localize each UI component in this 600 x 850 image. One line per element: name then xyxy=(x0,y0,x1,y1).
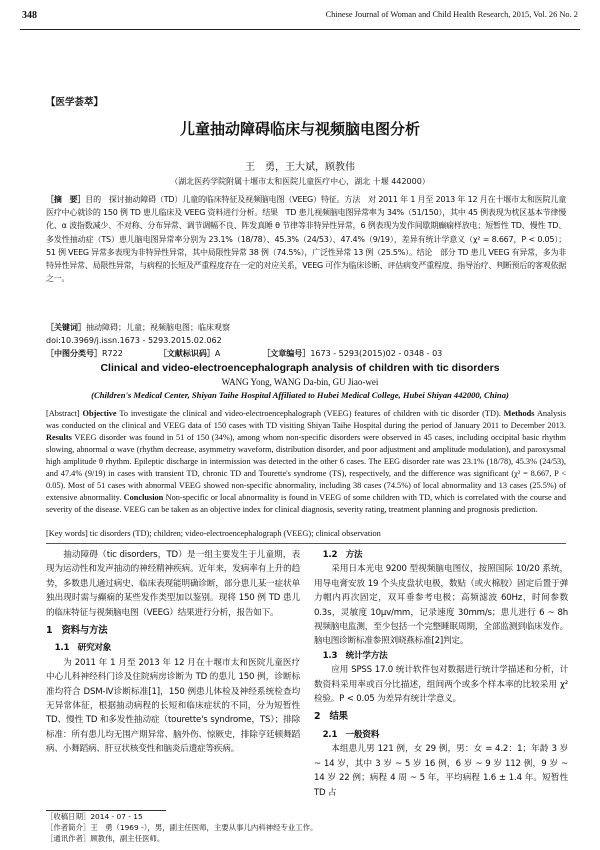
doc-code-value: A xyxy=(214,349,221,358)
body-right-column xyxy=(314,548,568,800)
article-no-value: 1673 - 5293(2015)02 - 0348 - 03 xyxy=(310,349,443,358)
chinese-keywords-text: 抽动障碍；儿童；视频脑电图；临床观察 xyxy=(86,323,230,332)
chinese-abstract xyxy=(46,193,566,285)
section-1-2-text: 采用日本光电 9200 型视频脑电图仪，按照国际 10/20 系统，用导电膏安放 19 个头皮盘状电极，数贴（或火棉胶）固定后置于弹力帽内再次固定，双耳垂参考电极；高频滤波 60Hz，时间参数 0.3s，灵敏度 10μv/mm，记录速度 30mm/s；患儿进行 6 ~ 8h 视频脑电监测，至少包括一个完整睡眠周期，全部监测到临床发作。脑电图诊断标准参照刘晓燕标准[2]判定。 xyxy=(314,564,568,647)
objective-text: To investigate the clinical and video-electroencephalograph (VEEG) features of children with tic disorder (TD). xyxy=(119,409,501,418)
section-1-2-heading: 1.2 方法 xyxy=(322,550,363,560)
methods-label: Methods xyxy=(503,409,535,418)
classification-row xyxy=(46,347,566,360)
english-keywords xyxy=(46,528,566,540)
english-authors: WANG Yong, WANG Da-bin, GU Jiao-wei xyxy=(221,377,379,387)
english-affiliation: (Children's Medical Center, Shiyan Taihe Hospital Affiliated to Hubei Medical College, Hubei Shiyan 442000, China) xyxy=(91,390,509,400)
english-keywords-text: tic disorders (TD); children; video-electroencephalograph (VEEG); clinical observation xyxy=(89,529,381,538)
english-abstract-label: [Abstract] xyxy=(46,409,80,418)
english-keywords-label: [Key words] xyxy=(46,529,88,538)
chinese-keywords xyxy=(46,321,566,334)
objective-label: Objective xyxy=(82,409,117,418)
clc-label: ［中图分类号］ xyxy=(46,349,102,358)
section-1-3-heading: 1.3 统计学方法 xyxy=(322,650,388,661)
section-1-heading: 1 资料与方法 xyxy=(46,625,108,637)
footnotes xyxy=(46,811,346,844)
footnote-corresponding: ［通讯作者］顾教伟，副主任医师。 xyxy=(46,834,165,843)
section-1-3-text: 应用 SPSS 17.0 统计软件包对数据进行统计学描述和分析，计数资料采用率或百分比描述，组间两个或多个样本率的比较采用 χ² 检验。P < 0.05 为差异有统计学意义。 xyxy=(314,665,568,705)
doi: doi:10.3969/j.issn.1673 - 5293.2015.02.062 xyxy=(46,336,222,345)
footnote-received: ［收稿日期］2014 - 07 - 15 xyxy=(46,812,143,821)
page-number: 348 xyxy=(22,10,37,21)
body-divider xyxy=(46,543,566,544)
chinese-title: 儿童抽动障碍临床与视频脑电图分析 xyxy=(179,120,420,138)
doc-code-label: ［文献标识码］ xyxy=(158,349,215,358)
footnote-author: ［作者简介］王 勇（1969 -），男，副主任医师，主要从事儿内科神经专业工作。 xyxy=(46,823,318,832)
chinese-keywords-label: ［关键词］ xyxy=(46,323,86,332)
body-left-column xyxy=(46,548,300,757)
results-label: Results xyxy=(46,433,72,442)
conclusion-text: Non-specific or local abnormality is found in VEEG of some children with TD, which is correlated with the course and severity of the disease. VEEG can be taken as an objective index for clinical diagnosis, severity rating, treatment planning and prognosis prediction. xyxy=(46,493,567,514)
section-2-heading: 2 结果 xyxy=(314,711,348,723)
chinese-affiliation: （湖北医药学院附属十堰市太和医院儿童医疗中心，湖北 十堰 442000） xyxy=(170,177,430,186)
section-2-1-heading: 2.1 一般资料 xyxy=(322,729,380,740)
chinese-abstract-text: 目的 探讨抽动障碍（TD）儿童的临床特征及视频脑电图（VEEG）特征。方法 对 2011 年 1 月至 2013 年 12 月在十堰市太和医院儿童医疗中心就诊的 150 例 TD 患儿临床及 VEEG 资料进行分析。结果 TD 患儿视频脑电图异常率为 34%（51/150），其中 45 例表现为枕区基本节律慢化、α 波指数减少、不对称、分布异常、调节调幅不良、阵发真睡 θ 节律等非特异性异常，6 例表现为发作间歇期癫痫样放电；短暂性 TD、慢性 TD、多发性抽动症（TS）患儿脑电图异常率分别为 23.1%（18/78）、45.3%（24/53）、47.4%（9/19），差异有统计学意义（χ² = 8.667，P < 0.05）；51 例 VEEG 异常多表现为非特异性异常，其中局限性异常 38 例（74.5%），广泛性异常 13 例（25.5%）。结论 部分 TD 患儿 VEEG 有异常，多为非特异性异常、局限性异常，与病程的长短及严重程度存在一定的对应关系，VEEG 可作为临床诊断、评估病变严重程度、指导治疗、判断预后的客观依据之一。 xyxy=(46,195,567,284)
section-1-1-text: 为 2011 年 1 月至 2013 年 12 月在十堰市太和医院儿童医疗中心儿科神经科门诊及住院病房诊断为 TD 的患儿 150 例，诊断标准均符合 DSM-Ⅳ诊断标准[1]，150 例患儿体检及神经系统检查均无异常体征，根据抽动病程的长短和临床症状的不同，分为短暂性 TD、慢性 TD 和多发性抽动症（tourette's syndrome，TS）；排除标准：所有患儿均无围产期异常、脑外伤、惊厥史，排除亨廷顿舞蹈病、小舞蹈病、肝豆状核变性和脑炎后遗症等疾病。 xyxy=(46,657,300,755)
chinese-abstract-label: ［摘 要］ xyxy=(46,195,86,204)
methods-text: Analysis was conducted on the clinical and VEEG data of 150 cases with TD visiting Shiyan Taihe Hospital during the period of January 2011 to December 2013. xyxy=(46,409,566,430)
english-title: Clinical and video-electroencephalograph analysis of children with tic disorders xyxy=(100,362,500,374)
chinese-authors: 王 勇，王大斌，顾教伟 xyxy=(245,162,355,173)
section-2-1-text: 本组患儿男 121 例，女 29 例，男：女 = 4.2：1；年龄 3 岁 ~ 14 岁，其中 3 岁 ~ 5 岁 16 例，6 岁 ~ 9 岁 112 例，9 岁 ~ 14 岁 22 例；病程 4 周 ~ 5 年，平均病程 1.6 ± 1.4 年。短暂性 TD 占 xyxy=(314,744,568,798)
chinese-meta xyxy=(46,321,566,360)
journal-header: Chinese Journal of Woman and Child Health Research, 2015, Vol. 26 No. 2 xyxy=(325,10,578,19)
english-abstract xyxy=(46,408,566,516)
results-text: VEEG disorder was found in 51 of 150 (34%), among whom non-specific disorders were observed in 45 cases, including occipital basic rhythm slowing, abnormal α wave (rhythm decrease, asymmetry waveform, distribution disorder, and poor adjustment and amplitude modulation), and paroxysmal high amplitude θ rhythm. Epileptic discharge in intermission was detected in the other 6 cases. The EEG disorder rate was 23.1% (18/78), 45.3% (24/53), and 47.4% (9/19) in cases with transient TD, chronic TD and Tourette's syndrome (TS), respectively, and the difference was significant (χ² = 8.667, P < 0.05). Most of 51 cases with abnormal VEEG showed non-specific abnormality, including 38 cases (74.5%) of local abnormality and 13 cases (25.5%) of extensive abnormality. xyxy=(46,433,566,502)
intro-paragraph: 抽动障碍（tic disorders，TD）是一组主要发生于儿童期，表现为运动性和发声抽动的神经精神疾病。近年来，发病率有上升的趋势，多数患儿通过病史、临床表现能明确诊断，部分患儿某一症状单独出现时需与癫痫的某些发作类型加以鉴别。现将 150 例 TD 患儿的临床特征与视频脑电图（VEEG）结果进行分析，报告如下。 xyxy=(46,550,300,618)
section-tag: 【医学荟萃】 xyxy=(46,97,104,108)
clc-value: R722 xyxy=(102,349,123,358)
conclusion-label: Conclusion xyxy=(123,493,164,502)
section-1-1-heading: 1.1 研究对象 xyxy=(54,643,112,654)
header-rule xyxy=(20,29,580,30)
article-no-label: ［文章编号］ xyxy=(262,349,311,358)
